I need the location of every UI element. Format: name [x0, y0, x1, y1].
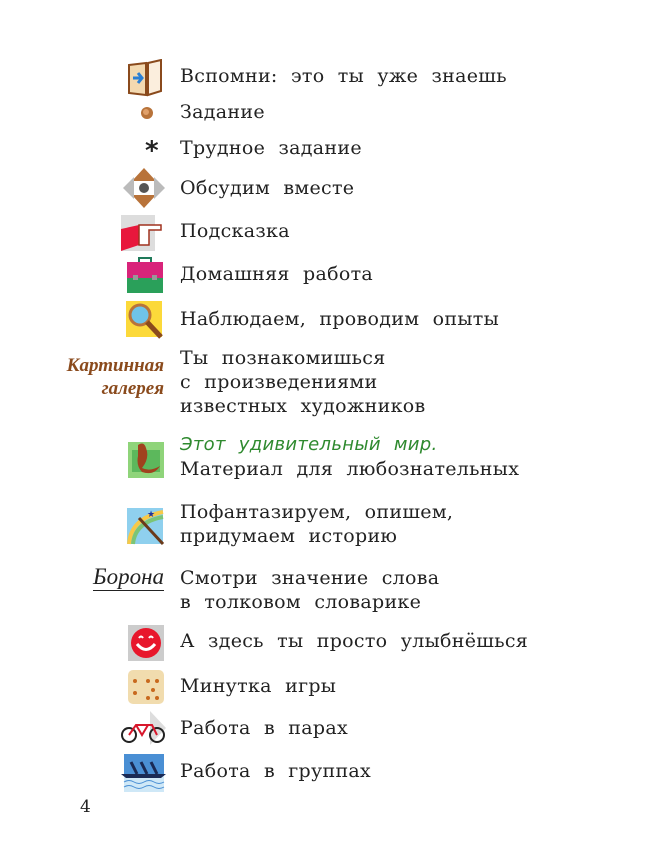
legend-text: Подсказка: [180, 220, 290, 242]
legend-text: [180, 566, 439, 614]
svg-text:★: ★: [147, 510, 156, 520]
text-line: Материал для любознательных: [180, 458, 520, 480]
legend-text: Работа в парах: [180, 717, 349, 739]
magic-wand-icon: [127, 508, 165, 546]
legend-text: Вспомни: это ты уже знаешь: [180, 65, 507, 87]
label-line: Картинная: [66, 355, 164, 376]
legend-text: [180, 433, 519, 481]
dice-icon: [127, 669, 165, 705]
pointing-hand-icon: [121, 215, 166, 251]
legend-text: [180, 346, 426, 418]
legend-text: Работа в группах: [180, 760, 372, 782]
legend-text: Трудное задание: [180, 137, 362, 159]
rowing-team-icon: [121, 754, 166, 792]
discussion-arrows-icon: [122, 167, 166, 209]
page-number: 4: [80, 797, 91, 817]
text-line: в толковом словарике: [180, 591, 422, 613]
picture-gallery-label: [67, 354, 164, 400]
text-line: Пофантазируем, опишем,: [180, 501, 454, 523]
text-line-highlight: Этот удивительный мир.: [180, 434, 438, 455]
briefcase-icon: [126, 256, 164, 294]
tandem-bicycle-icon: [120, 711, 166, 745]
asterisk-icon: *: [145, 136, 159, 166]
dictionary-word-example: Борона: [93, 564, 164, 589]
text-line: Ты познакомишься: [180, 347, 386, 369]
text-line: с произведениями: [180, 371, 378, 393]
text-line: Смотри значение слова: [180, 567, 440, 589]
magnifier-icon: [126, 301, 164, 339]
legend-text: Домашняя работа: [180, 263, 374, 285]
dot-icon: [140, 106, 154, 120]
legend-text: Минутка игры: [180, 675, 337, 697]
legend-text: Наблюдаем, проводим опыты: [180, 308, 500, 330]
label-line: галерея: [101, 378, 164, 399]
legend-text: [180, 500, 453, 548]
legend-text: Задание: [180, 101, 265, 123]
legend-text: Обсудим вместе: [180, 177, 355, 199]
dinosaur-icon: [128, 442, 164, 478]
text-line: известных художников: [180, 395, 426, 417]
book-arrow-icon: [127, 59, 167, 97]
legend-text: А здесь ты просто улыбнёшься: [180, 630, 529, 652]
smiley-icon: [128, 625, 165, 662]
text-line: придумаем историю: [180, 525, 398, 547]
